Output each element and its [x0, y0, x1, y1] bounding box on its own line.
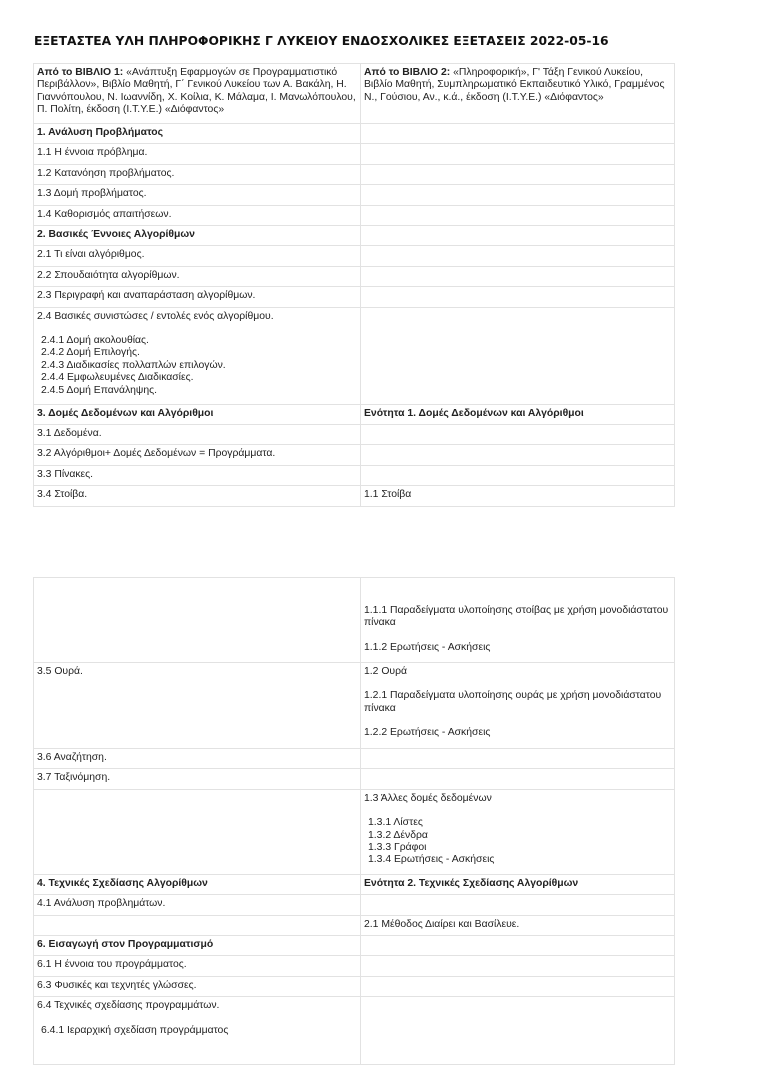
empty-cell: [361, 445, 675, 465]
book2-label: Από το ΒΙΒΛΙΟ 2:: [364, 67, 451, 78]
table-cell: 3.2 Αλγόριθμοι+ Δομές Δεδομένων = Προγράμματα.: [34, 445, 361, 465]
subsection-1-2-2: 1.2.2 Ερωτήσεις - Ασκήσεις: [364, 727, 491, 739]
table-row: [34, 486, 675, 506]
section-heading: 3. Δομές Δεδομένων και Αλγόριθμοι: [34, 404, 361, 424]
table-cell: 1.1 Στοίβα: [361, 486, 675, 506]
subsection-6-4: 6.4 Τεχνικές σχεδίασης προγραμμάτων.: [37, 1000, 220, 1012]
empty-cell: [34, 789, 361, 874]
empty-cell: [34, 578, 361, 663]
section-heading: 1. Ανάλυση Προβλήματος: [34, 124, 361, 144]
table-cell: 3.4 Στοίβα.: [34, 486, 361, 506]
table-row: [34, 164, 675, 184]
subsection-1-1-1: 1.1.1 Παραδείγματα υλοποίησης στοίβας με χρήση μονοδιάστατου πίνακα: [364, 605, 669, 629]
table-cell: [34, 997, 361, 1065]
book1-cell: [34, 64, 361, 124]
table-row: [34, 185, 675, 205]
empty-cell: [361, 124, 675, 144]
empty-cell: [361, 266, 675, 286]
table-row: [34, 997, 675, 1065]
empty-cell: [361, 956, 675, 976]
book1-description: «Ανάπτυξη Εφαρμογών σε Προγραμματιστικό Περιβάλλον», Βιβλίο Μαθητή, Γ΄ Γενικού Λυκείου των Α. Βακάλη, Η. Γιαννόπουλου, Ν. Ιωαννίδη, Χ. Κοίλια, Κ. Μάλαμα, Ι. Μανωλόπουλου, Π. Πολίτη, έκδοση (Ι.Τ.Υ.Ε.) «Διόφαντος»: [37, 67, 356, 116]
table-cell: 2.1 Τι είναι αλγόριθμος.: [34, 246, 361, 266]
subsection-2-4: 2.4 Βασικές συνιστώσες / εντολές ενός αλγορίθμου.: [37, 310, 274, 322]
empty-cell: [361, 465, 675, 485]
empty-cell: [361, 936, 675, 956]
empty-cell: [361, 749, 675, 769]
empty-cell: [361, 185, 675, 205]
list-item: 2.4.2 Δομή Επιλογής.: [41, 347, 140, 359]
table-cell: 3.7 Ταξινόμηση.: [34, 769, 361, 789]
empty-cell: [361, 205, 675, 225]
book2-description: «Πληροφορική», Γ' Τάξη Γενικού Λυκείου, Βιβλίο Μαθητή, Συμπληρωματικό Εκπαιδευτικό Υλικό, Γραμμένος Ν., Γούσιου, Αν., κ.ά., έκδοση (Ι.Τ.Υ.Ε.) «Διόφαντος»: [364, 67, 665, 103]
table-cell: [361, 578, 675, 663]
table-row: [34, 307, 675, 404]
table-row: [34, 749, 675, 769]
empty-cell: [361, 164, 675, 184]
books-header-row: [34, 64, 675, 124]
table-cell: [361, 663, 675, 749]
empty-cell: [361, 997, 675, 1065]
syllabus-table-part-1: [33, 63, 675, 507]
subsection-1-3: 1.3 Άλλες δομές δεδομένων: [364, 792, 492, 804]
table-cell: 1.4 Καθορισμός απαιτήσεων.: [34, 205, 361, 225]
table-row: [34, 956, 675, 976]
table-row: [34, 246, 675, 266]
empty-cell: [361, 425, 675, 445]
table-row: [34, 874, 675, 894]
list-item: 1.3.2 Δένδρα: [368, 829, 428, 841]
empty-cell: [361, 226, 675, 246]
table-cell: 4.1 Ανάλυση προβλημάτων.: [34, 895, 361, 915]
empty-cell: [361, 307, 675, 404]
subsection-1-2: 1.2 Ουρά: [364, 666, 408, 677]
section-heading: 2. Βασικές Έννοιες Αλγορίθμων: [34, 226, 361, 246]
list-item: 2.4.5 Δομή Επανάληψης.: [41, 384, 158, 396]
book1-label: Από το ΒΙΒΛΙΟ 1:: [37, 67, 124, 78]
table-row: [34, 287, 675, 307]
table-row: [34, 769, 675, 789]
list-item: 1.3.1 Λίστες: [368, 817, 423, 829]
list-item: 1.3.4 Ερωτήσεις - Ασκήσεις: [368, 854, 495, 866]
table-cell: 1.3 Δομή προβλήματος.: [34, 185, 361, 205]
empty-cell: [361, 976, 675, 996]
table-row: [34, 445, 675, 465]
table-cell: 6.1 Η έννοια του προγράμματος.: [34, 956, 361, 976]
table-row: [34, 663, 675, 749]
table-row: [34, 789, 675, 874]
document-title: ΕΞΕΤΑΣΤΕΑ ΥΛΗ ΠΛΗΡΟΦΟΡΙΚΗΣ Γ ΛΥΚΕΙΟΥ ΕΝΔΟΣΧΟΛΙΚΕΣ ΕΞΕΤΑΣΕΙΣ 2022-05-16: [34, 34, 609, 48]
table-row: [34, 465, 675, 485]
unit-heading: Ενότητα 1. Δομές Δεδομένων και Αλγόριθμοι: [361, 404, 675, 424]
empty-cell: [361, 287, 675, 307]
table-cell: 2.2 Σπουδαιότητα αλγορίθμων.: [34, 266, 361, 286]
table-row: [34, 205, 675, 225]
list-item: 6.4.1 Ιεραρχική σχεδίαση προγράμματος: [41, 1024, 229, 1036]
empty-cell: [361, 895, 675, 915]
table-row: [34, 404, 675, 424]
table-row: [34, 915, 675, 935]
table-row: [34, 226, 675, 246]
empty-cell: [34, 915, 361, 935]
table-cell: 3.3 Πίνακες.: [34, 465, 361, 485]
table-cell: 3.1 Δεδομένα.: [34, 425, 361, 445]
subsection-1-2-1: 1.2.1 Παραδείγματα υλοποίησης ουράς με χρήση μονοδιάστατου πίνακα: [364, 690, 662, 714]
table-cell: 1.1 Η έννοια πρόβλημα.: [34, 144, 361, 164]
table-row: [34, 124, 675, 144]
list-item: 2.4.4 Εμφωλευμένες Διαδικασίες.: [41, 372, 194, 384]
empty-cell: [361, 769, 675, 789]
section-heading: 4. Τεχνικές Σχεδίασης Αλγορίθμων: [34, 874, 361, 894]
table-row: [34, 425, 675, 445]
table-row: [34, 266, 675, 286]
table-row: [34, 578, 675, 663]
table-cell: 1.2 Κατανόηση προβλήματος.: [34, 164, 361, 184]
unit-heading: Ενότητα 2. Τεχνικές Σχεδίασης Αλγορίθμων: [361, 874, 675, 894]
table-cell: [34, 307, 361, 404]
table-row: [34, 976, 675, 996]
table-row: [34, 895, 675, 915]
table-cell: 2.1 Μέθοδος Διαίρει και Βασίλευε.: [361, 915, 675, 935]
table-cell: 3.5 Ουρά.: [34, 663, 361, 749]
empty-cell: [361, 144, 675, 164]
table-cell: 6.3 Φυσικές και τεχνητές γλώσσες.: [34, 976, 361, 996]
table-row: [34, 936, 675, 956]
empty-cell: [361, 246, 675, 266]
list-item: 2.4.1 Δομή ακολουθίας.: [41, 335, 149, 347]
syllabus-table-part-2: [33, 577, 675, 1065]
section-heading: 6. Εισαγωγή στον Προγραμματισμό: [34, 936, 361, 956]
table-row: [34, 144, 675, 164]
list-item: 1.3.3 Γράφοι: [368, 842, 427, 854]
list-item: 2.4.3 Διαδικασίες πολλαπλών επιλογών.: [41, 359, 226, 371]
book2-cell: [361, 64, 675, 124]
table-cell: [361, 789, 675, 874]
table-cell: 2.3 Περιγραφή και αναπαράσταση αλγορίθμων.: [34, 287, 361, 307]
table-cell: 3.6 Αναζήτηση.: [34, 749, 361, 769]
subsection-1-1-2: 1.1.2 Ερωτήσεις - Ασκήσεις: [364, 641, 491, 653]
